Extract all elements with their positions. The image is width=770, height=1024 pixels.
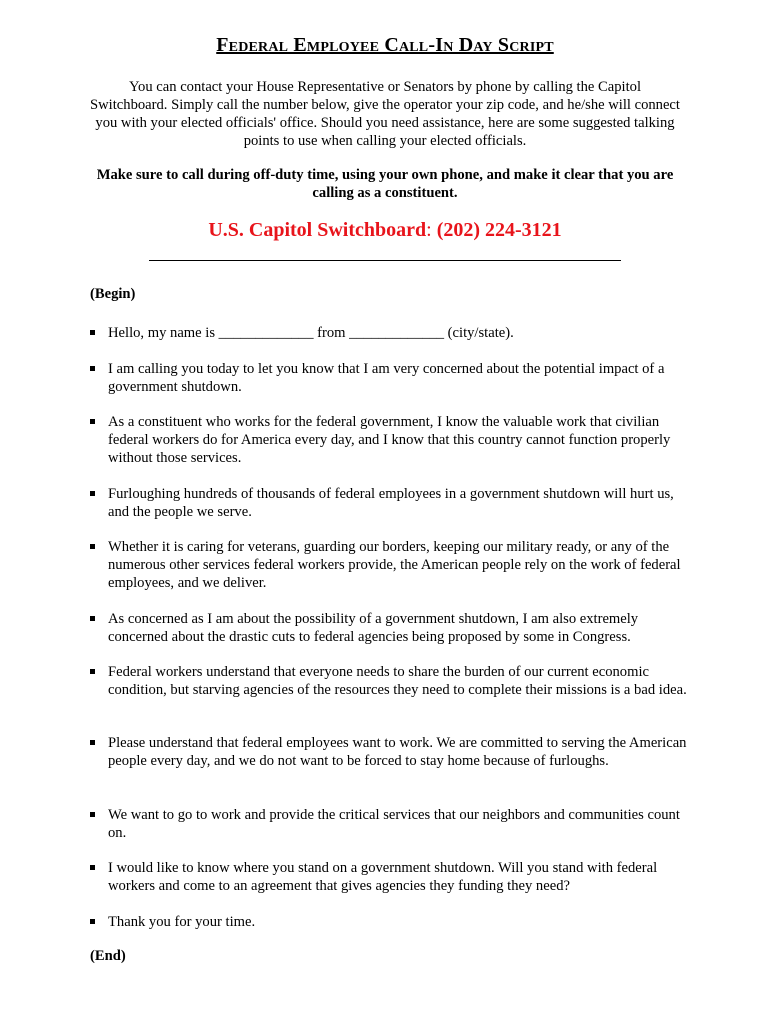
square-bullet-icon [90, 491, 95, 496]
switchboard-line [0, 219, 770, 242]
talking-point-text: Furloughing hundreds of thousands of federal employees in a government shutdown will hurt us, and the people we serve. [108, 486, 674, 520]
talking-point [90, 663, 690, 699]
divider-line [149, 260, 621, 261]
square-bullet-icon [90, 865, 95, 870]
square-bullet-icon [90, 616, 95, 621]
document-title: Federal Employee Call-In Day Script [216, 34, 554, 56]
talking-point [90, 859, 690, 895]
talking-point-text: Whether it is caring for veterans, guarding our borders, keeping our military ready, or any of the numerous other services federal workers provide, the American people rely on the work of federal employees, and we deliver. [108, 539, 681, 591]
switchboard-number: (202) 224-3121 [436, 219, 562, 241]
notice-paragraph: Make sure to call during off-duty time, using your own phone, and make it clear that you are calling as a constituent. [96, 167, 674, 201]
talking-point-text: As concerned as I am about the possibility of a government shutdown, I am also extremely concerned about the drastic cuts to federal agencies being proposed by some in Congress. [108, 611, 639, 645]
talking-point-text: We want to go to work and provide the critical services that our neighbors and communities count on. [108, 807, 680, 841]
square-bullet-icon [90, 544, 95, 549]
switchboard-label: U.S. Capitol Switchboard [208, 219, 427, 241]
talking-point-text: Thank you for your time. [108, 914, 256, 930]
talking-point [90, 413, 690, 467]
talking-point [90, 360, 690, 396]
begin-marker: (Begin) [90, 286, 136, 302]
talking-point [90, 538, 690, 592]
talking-point-text: I am calling you today to let you know that I am very concerned about the potential impact of a government shutdown. [108, 361, 665, 395]
switchboard-colon: : [426, 219, 432, 241]
talking-point [90, 485, 690, 521]
talking-point [90, 734, 690, 770]
talking-point-text: Please understand that federal employees want to work. We are committed to serving the American people every day, and we do not want to be forced to stay home because of furloughs. [108, 735, 687, 769]
talking-point [90, 610, 690, 646]
talking-point-text: I would like to know where you stand on a government shutdown. Will you stand with federal workers and come to an agreement that gives agencies they funding they need? [108, 860, 658, 894]
square-bullet-icon [90, 669, 95, 674]
square-bullet-icon [90, 919, 95, 924]
square-bullet-icon [90, 419, 95, 424]
talking-point-text: Federal workers understand that everyone needs to share the burden of our current economic condition, but starving agencies of the resources they need to complete their missions is a bad idea. [108, 664, 687, 698]
talking-point-text: Hello, my name is _____________ from _____________ (city/state). [108, 325, 514, 341]
talking-point [90, 806, 690, 842]
talking-point [90, 324, 690, 342]
end-marker: (End) [90, 948, 126, 964]
square-bullet-icon [90, 812, 95, 817]
square-bullet-icon [90, 366, 95, 371]
intro-paragraph: You can contact your House Representative or Senators by phone by calling the Capitol Switchboard. Simply call the number below, give the operator your zip code, and he/she will connect you with your elected officials' office. Should you need assistance, here are some suggested talking points to use when calling your elected officials. [90, 79, 680, 149]
talking-point [90, 913, 690, 931]
square-bullet-icon [90, 330, 95, 335]
talking-point-text: As a constituent who works for the federal government, I know the valuable work that civilian federal workers do for America every day, and I know that this country cannot function properly without those services. [108, 414, 671, 466]
square-bullet-icon [90, 740, 95, 745]
